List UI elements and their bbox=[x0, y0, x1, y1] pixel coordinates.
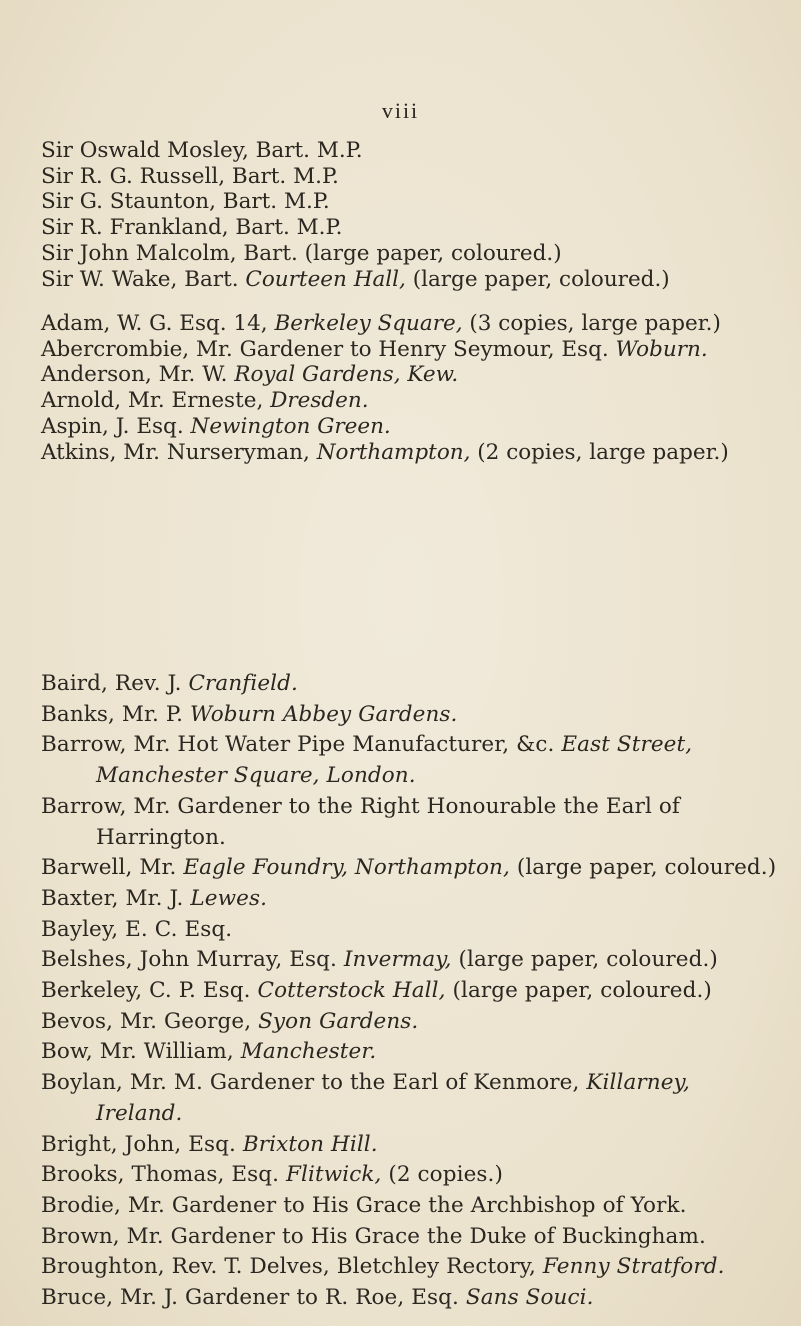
entry-place: Brixton Hill. bbox=[242, 1131, 378, 1157]
list-item bbox=[41, 1160, 791, 1191]
entry-name: Sir W. Wake, Bart. bbox=[41, 266, 246, 292]
entry-place: Cotterstock Hall, bbox=[257, 978, 446, 1004]
subscriber-list-baronets bbox=[41, 138, 791, 292]
entry-name: Bright, John, Esq. bbox=[41, 1131, 243, 1157]
entry-place: Eagle Foundry, Northampton, bbox=[183, 855, 510, 881]
list-item bbox=[41, 440, 791, 466]
entry-place: Courteen Hall, bbox=[245, 266, 406, 292]
list-item bbox=[41, 884, 791, 915]
entry-note: (large paper, coloured.) bbox=[509, 855, 777, 881]
entry-place: Sans Souci. bbox=[465, 1285, 594, 1311]
list-item bbox=[41, 915, 791, 946]
list-item bbox=[41, 976, 791, 1007]
entry-note: (large paper, coloured.) bbox=[405, 266, 670, 292]
entry-name: Baxter, Mr. J. bbox=[41, 885, 191, 911]
entry-place: Dresden. bbox=[270, 388, 369, 414]
entry-name: Berkeley, C. P. Esq. bbox=[41, 978, 258, 1004]
entry-continuation: Ireland. bbox=[96, 1100, 183, 1126]
entry-note: (3 copies, large paper.) bbox=[462, 311, 721, 336]
entry-note: (large paper, coloured.) bbox=[445, 978, 712, 1004]
entry-name: Aspin, J. Esq. bbox=[41, 413, 191, 439]
entry-note: (large paper, coloured.) bbox=[451, 947, 718, 973]
list-item bbox=[41, 945, 791, 976]
entry-name: Bevos, Mr. George, bbox=[41, 1008, 259, 1034]
entry-place: Royal Gardens, Kew. bbox=[234, 362, 459, 388]
entry-name: Banks, Mr. P. bbox=[41, 701, 190, 727]
entry-continuation: Manchester Square, London. bbox=[96, 763, 416, 789]
subscriber-list-b bbox=[41, 669, 791, 1314]
entry-place: East Street, bbox=[561, 732, 693, 758]
list-item bbox=[41, 1252, 791, 1283]
entry-place: Killarney, bbox=[586, 1070, 690, 1096]
entry-name: Atkins, Mr. Nurseryman, bbox=[41, 439, 317, 465]
entry-name: Brooks, Thomas, Esq. bbox=[41, 1162, 286, 1188]
list-item: Sir John Malcolm, Bart. (large paper, coloured.) bbox=[41, 240, 562, 266]
entry-name: Barrow, Mr. Gardener to the Right Honourable the Earl of bbox=[41, 793, 680, 819]
entry-name: Brodie, Mr. Gardener to His Grace the Archbishop of York. bbox=[41, 1192, 687, 1218]
entry-place: Berkeley Square, bbox=[274, 311, 463, 336]
list-item bbox=[41, 362, 791, 388]
list-item: Sir R. Frankland, Bart. M.P. bbox=[41, 215, 343, 241]
entry-place: Flitwick, bbox=[286, 1162, 382, 1188]
entry-name: Barrow, Mr. Hot Water Pipe Manufacturer, &c. bbox=[41, 732, 562, 758]
entry-place: Fenny Stratford. bbox=[542, 1254, 725, 1280]
entry-place: Newington Green. bbox=[190, 413, 391, 439]
list-item bbox=[41, 1283, 791, 1314]
entry-name: Bruce, Mr. J. Gardener to R. Roe, Esq. bbox=[41, 1285, 466, 1311]
list-item bbox=[41, 792, 791, 853]
entry-place: Syon Gardens. bbox=[258, 1008, 419, 1034]
page-number: viii bbox=[381, 98, 420, 123]
entry-name: Baird, Rev. J. bbox=[41, 671, 189, 696]
list-item bbox=[41, 1191, 791, 1222]
entry-name: Barwell, Mr. bbox=[41, 855, 184, 881]
list-item: Sir Oswald Mosley, Bart. M.P. bbox=[41, 138, 363, 163]
entry-place: Woburn. bbox=[615, 336, 708, 362]
list-item: Sir R. G. Russell, Bart. M.P. bbox=[41, 163, 339, 189]
entry-place: Woburn Abbey Gardens. bbox=[189, 701, 458, 727]
entry-name: Broughton, Rev. T. Delves, Bletchley Rectory, bbox=[41, 1254, 543, 1280]
entry-name: Belshes, John Murray, Esq. bbox=[41, 947, 344, 973]
entry-name: Bow, Mr. William, bbox=[41, 1039, 241, 1065]
entry-note: (2 copies, large paper.) bbox=[470, 439, 729, 465]
list-item bbox=[41, 1037, 791, 1068]
list-item bbox=[41, 311, 791, 337]
list-item bbox=[41, 1130, 791, 1161]
entry-place: Manchester. bbox=[240, 1039, 377, 1065]
entry-name: Anderson, Mr. W. bbox=[41, 362, 235, 388]
list-item bbox=[41, 388, 791, 414]
entry-place: Lewes. bbox=[190, 885, 268, 911]
list-item bbox=[41, 1068, 791, 1129]
list-item: Sir G. Staunton, Bart. M.P. bbox=[41, 189, 330, 215]
list-item bbox=[41, 853, 791, 884]
entry-name: Arnold, Mr. Erneste, bbox=[41, 388, 271, 414]
list-item bbox=[41, 730, 791, 791]
entry-name: Abercrombie, Mr. Gardener to Henry Seymour, Esq. bbox=[41, 336, 616, 362]
entry-note: (2 copies.) bbox=[381, 1162, 503, 1188]
list-item bbox=[41, 1222, 791, 1253]
list-item bbox=[41, 669, 791, 700]
list-item bbox=[41, 337, 791, 363]
entry-name: Brown, Mr. Gardener to His Grace the Duke of Buckingham. bbox=[41, 1223, 706, 1249]
subscriber-list-a bbox=[41, 311, 791, 465]
list-item bbox=[41, 414, 791, 440]
entry-name: Adam, W. G. Esq. 14, bbox=[41, 311, 275, 336]
entry-place: Cranfield. bbox=[188, 671, 298, 696]
entry-place: Invermay, bbox=[343, 947, 452, 973]
list-item bbox=[41, 1007, 791, 1038]
entry-continuation: Harrington. bbox=[96, 824, 226, 850]
list-item bbox=[41, 267, 791, 293]
entry-name: Boylan, Mr. M. Gardener to the Earl of Kenmore, bbox=[41, 1070, 587, 1096]
list-item bbox=[41, 700, 791, 731]
entry-name: Bayley, E. C. Esq. bbox=[41, 916, 233, 942]
entry-place: Northampton, bbox=[316, 439, 471, 465]
